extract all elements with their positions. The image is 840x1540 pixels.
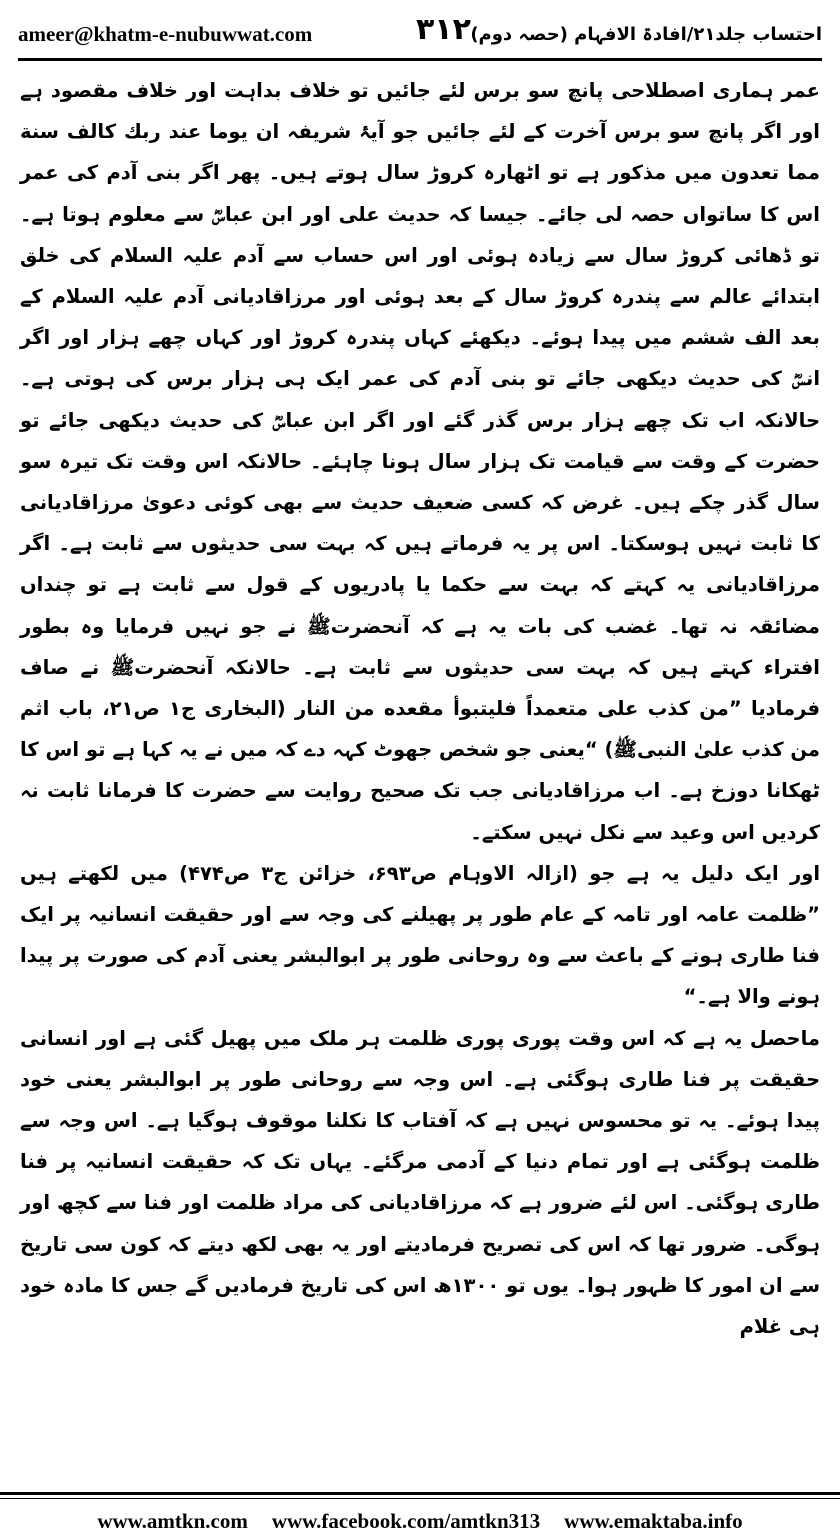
page-footer [0,1502,840,1540]
footer-rule [0,1492,840,1499]
body-paragraph-1: عمر ہماری اصطلاحی پانچ سو برس لئے جائیں تو خلاف بداہت اور خلاف مقصود ہے اور اگر پانچ سو برس آخرت کے لئے جائیں جو آیۂ شریفہ ان یوما عند ربك كالف سنة مما تعدون میں مذکور ہے تو اٹھارہ کروڑ سال ہوتے ہیں۔ پھر اگر بنی آدم کی عمر اس کا ساتواں حصہ لی جائے۔ جیسا کہ حدیث علی اور ابن عباسؓ سے معلوم ہوتا ہے۔ تو ڈھائی کروڑ سال سے زیادہ ہوئی اور اس حساب سے آدم علیہ السلام کی خلق ابتدائے عالم سے پندرہ کروڑ سال کے بعد ہوئی اور مرزاقادیانی آدم علیہ السلام کے بعد الف ششم میں پیدا ہوئے۔ دیکھئے کہاں پندرہ کروڑ اور کہاں چھے ہزار اور اگر انسؓ کی حدیث دیکھی جائے تو بنی آدم کی عمر ایک ہی ہزار برس کی ہوتی ہے۔ حالانکہ اب تک چھے ہزار برس گذر گئے اور اگر ابن عباسؓ کی حدیث دیکھی جائے تو حضرت کے وقت سے قیامت تک ہزار سال ہونا چاہئے۔ حالانکہ اس وقت تک تیرہ سو سال گذر چکے ہیں۔ غرض کہ کسی ضعیف حدیث سے بھی کوئی دعویٰ مرزاقادیانی کا ثابت نہیں ہوسکتا۔ اس پر یہ فرماتے ہیں کہ بہت سی حدیثوں سے ثابت ہے۔ اگر مرزاقادیانی یہ کہتے کہ بہت سے حکما یا پادریوں کے قول سے ثابت ہے تو چنداں مضائقہ نہ تھا۔ غضب کی بات یہ ہے کہ آنحضرتﷺ نے جو نہیں فرمایا وہ بطور افتراء کہتے ہیں کہ بہت سی حدیثوں سے ثابت ہے۔ حالانکہ آنحضرتﷺ نے صاف فرمادیا ”من كذب على متعمداً فليتبوأ مقعده من النار (البخاری ج۱ ص۲۱، باب اثم من كذب علىٰ النبیﷺ) “یعنی جو شخص جھوٹ کہہ دے کہ میں نے یہ کہا ہے تو اس کا ٹھکانا دوزخ ہے۔ اب مرزاقادیانی جب تک صحیح روایت سے حضرت کا فرمانا ثابت نہ کردیں اس وعید سے نکل نہیں سکتے۔ [20,79,820,844]
footer-link-facebook[interactable]: www.facebook.com/amtkn313 [271,1508,541,1533]
page-number: ۳۱۲ [416,12,471,47]
body-paragraph-2: اور ایک دلیل یہ ہے جو (ازالہ الاوہام ص۶۹۳، خزائن ج۳ ص۴۷۴) میں لکھتے ہیں ”ظلمت عامہ اور تامہ کے عام طور پر پھیلنے کی وجہ سے اور حقیقت انسانیہ پر ایک فنا طاری ہونے کے باعث سے وہ روحانی طور پر ابوالبشر یعنی آدم کی صورت پر پیدا ہونے والا ہے۔“ [20,861,821,1009]
page-body [20,70,820,1347]
running-title: احتساب جلد۲۱/افادۃ الافہام (حصہ دوم) [470,23,822,45]
body-paragraph-3: ماحصل یہ ہے کہ اس وقت پوری پوری ظلمت ہر ملک میں پھیل گئی ہے اور انسانی حقیقت پر فنا طاری ہوگئی ہے۔ اس وجہ سے روحانی طور پر ابوالبشر یعنی خود پیدا ہوئے۔ یہ تو محسوس نہیں ہے کہ آفتاب کا نکلنا موقوف ہوگیا ہے۔ اس وجہ سے ظلمت ہوگئی ہے اور تمام دنیا کے آدمی مرگئے۔ یہاں تک کہ حقیقت انسانیہ پر فنا طاری ہوگئی۔ اس لئے ضرور ہے کہ مرزاقادیانی کی مراد ظلمت اور فنا سے کچھ اور ہوگی۔ ضرور تھا کہ اس کی تصریح فرمادیتے اور یہ بھی لکھ دیتے کہ کون سی تاریخ سے ان امور کا ظہور ہوا۔ یوں تو ۱۳۰۰ھ اس کی تاریخ فرمادیں گے جس کا مادہ خود ہی غلام [20,1026,821,1339]
header-email[interactable]: ameer@khatm-e-nubuwwat.com [18,21,313,46]
footer-link-emaktaba[interactable]: www.emaktaba.info [564,1508,743,1533]
header-rule [18,58,822,61]
footer-link-amtkn[interactable]: www.amtkn.com [97,1508,248,1533]
page-header [18,14,822,54]
